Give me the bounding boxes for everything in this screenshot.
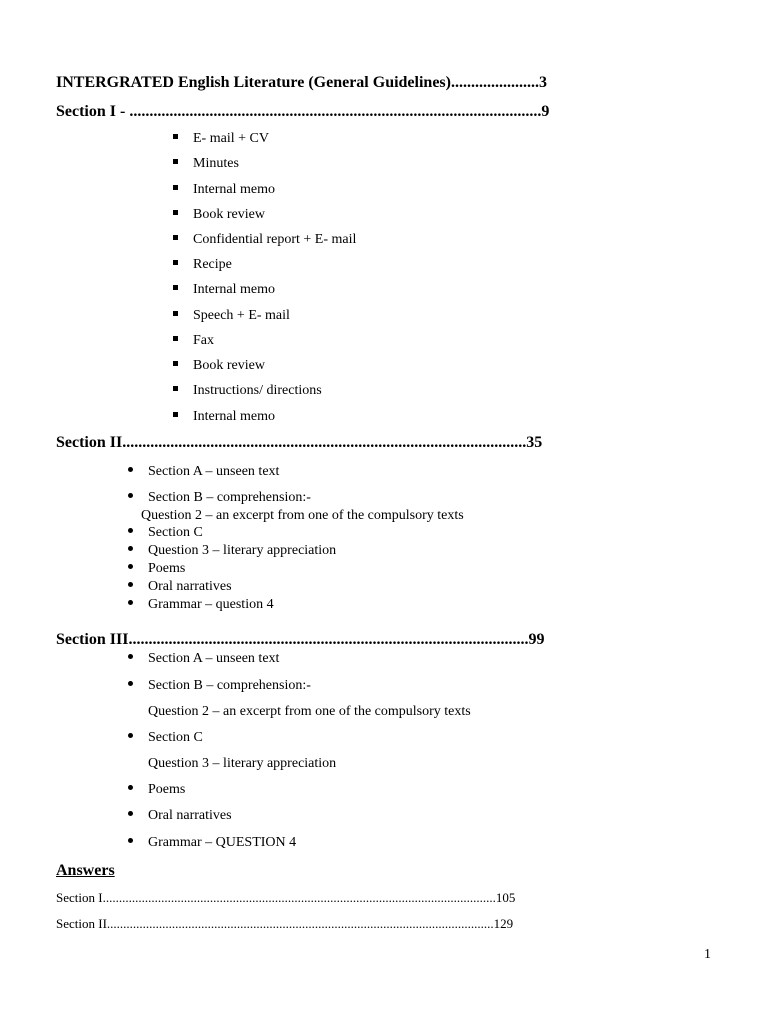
round-bullet-icon: [128, 582, 133, 587]
list-item: Internal memo: [173, 408, 275, 426]
list-item: Oral narratives: [128, 578, 232, 596]
list-item: Grammar – QUESTION 4: [128, 834, 296, 852]
round-bullet-icon: [128, 528, 133, 533]
list-item: E- mail + CV: [173, 130, 269, 148]
square-bullet-icon: [173, 235, 178, 240]
list-subtext: Question 2 – an excerpt from one of the compulsory texts: [148, 704, 471, 719]
square-bullet-icon: [173, 412, 178, 417]
list-item: Oral narratives: [128, 807, 232, 825]
toc-intro: INTERGRATED English Literature (General Guidelines)......................3: [56, 74, 547, 91]
round-bullet-icon: [128, 811, 133, 816]
list-item: Internal memo: [173, 281, 275, 299]
list-item: Book review: [173, 357, 265, 375]
list-item: Section B – comprehension:-: [128, 677, 311, 695]
square-bullet-icon: [173, 185, 178, 190]
square-bullet-icon: [173, 361, 178, 366]
square-bullet-icon: [173, 134, 178, 139]
round-bullet-icon: [128, 838, 133, 843]
answers-heading: Answers: [56, 862, 115, 879]
list-item: Book review: [173, 206, 265, 224]
square-bullet-icon: [173, 386, 178, 391]
list-item: Section C: [128, 524, 203, 542]
round-bullet-icon: [128, 546, 133, 551]
section1-heading: Section I - .......................................................................................................9: [56, 103, 550, 120]
list-item: Recipe: [173, 256, 232, 274]
round-bullet-icon: [128, 467, 133, 472]
list-item: Grammar – question 4: [128, 596, 274, 614]
round-bullet-icon: [128, 564, 133, 569]
list-item: Section A – unseen text: [128, 650, 279, 668]
round-bullet-icon: [128, 733, 133, 738]
section2-heading: Section II.....................................................................................................35: [56, 434, 543, 451]
list-item: Fax: [173, 332, 214, 350]
section3-heading: Section III....................................................................................................99: [56, 631, 545, 648]
round-bullet-icon: [128, 600, 133, 605]
list-item: Section B – comprehension:-: [128, 489, 311, 507]
list-item: Confidential report + E- mail: [173, 231, 356, 249]
square-bullet-icon: [173, 285, 178, 290]
list-item: Internal memo: [173, 181, 275, 199]
list-item: Instructions/ directions: [173, 382, 322, 400]
list-item: Section A – unseen text: [128, 463, 279, 481]
square-bullet-icon: [173, 336, 178, 341]
square-bullet-icon: [173, 159, 178, 164]
round-bullet-icon: [128, 785, 133, 790]
square-bullet-icon: [173, 311, 178, 316]
list-subtext: Question 3 – literary appreciation: [148, 756, 337, 771]
square-bullet-icon: [173, 210, 178, 215]
answers-line-section2: Section II.......................................................................................................................129: [56, 916, 514, 931]
list-item: Minutes: [173, 155, 239, 173]
round-bullet-icon: [128, 681, 133, 686]
list-item: Poems: [128, 781, 185, 799]
round-bullet-icon: [128, 493, 133, 498]
list-item: Speech + E- mail: [173, 307, 290, 325]
list-item: Question 3 – literary appreciation: [128, 542, 336, 560]
list-item: Section C: [128, 729, 203, 747]
answers-line-section1: Section I.........................................................................................................................105: [56, 890, 516, 905]
page-number: 1: [704, 947, 711, 962]
list-item: Poems: [128, 560, 185, 578]
list-subtext: Question 2 – an excerpt from one of the compulsory texts: [141, 508, 464, 523]
square-bullet-icon: [173, 260, 178, 265]
round-bullet-icon: [128, 654, 133, 659]
